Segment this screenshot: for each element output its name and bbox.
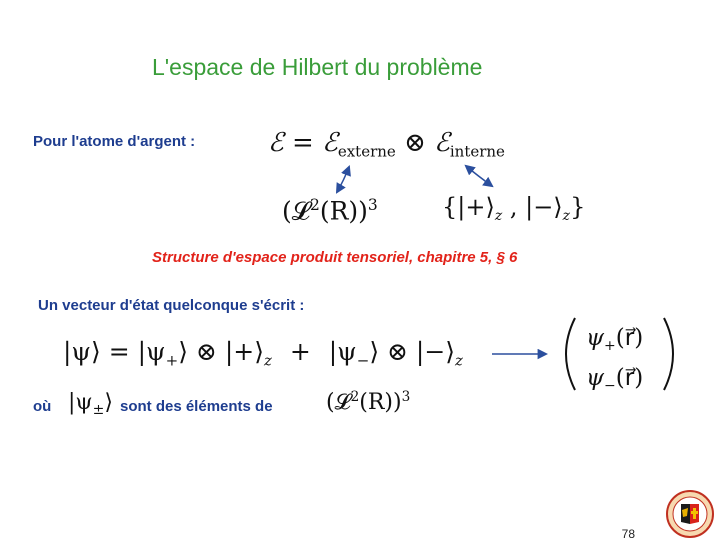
formula-internal-space: ℰ (434, 128, 450, 158)
state-psi-minus: |ψ (328, 337, 357, 366)
formula-external-subscript: externe (337, 142, 396, 161)
formula-external-space: ℰ (322, 128, 338, 158)
spinor-bottom-psi: ψ (586, 364, 605, 391)
state-minus-ket-subscript: z (455, 351, 463, 370)
tensor-structure-note: Structure d'espace produit tensoriel, chapitre 5, § 6 (152, 249, 518, 266)
university-seal-icon (667, 491, 713, 537)
slide-title: L'espace de Hilbert du problème (152, 54, 483, 80)
where-space-base: (𝓛 (326, 390, 351, 416)
state-vector-label: Un vecteur d'état quelconque s'écrit : (38, 297, 305, 314)
external-space-sup1: 2 (309, 196, 320, 214)
external-space-sup2: 3 (367, 196, 378, 214)
where-label: où (33, 398, 52, 415)
external-space-base: (𝓛 (282, 196, 310, 226)
spinor-right-paren (664, 318, 673, 390)
external-space-arrow (337, 167, 349, 192)
where-space-sup2: 3 (401, 389, 411, 405)
formula-tensor-product: ⊗ (404, 128, 426, 158)
basis-minus-ket: , |−⟩ (502, 193, 563, 221)
state-psi-plus-subscript: + (165, 351, 179, 370)
spinor-bottom-arg: (r⃗) (615, 364, 644, 391)
basis-minus-subscript: z (562, 207, 571, 224)
spinor-top-subscript: + (604, 337, 616, 354)
state-plus-sign: + (289, 337, 311, 366)
where-ket-subscript: ± (92, 401, 105, 418)
spinor-left-paren (566, 318, 575, 390)
basis-plus-ket: {|+⟩ (442, 193, 495, 221)
where-text: sont des éléments de (120, 398, 273, 415)
external-space-mid: (R)) (319, 196, 368, 226)
page-number: 78 (621, 527, 635, 541)
basis-close-brace: } (570, 193, 586, 221)
formula-lhs: ℰ (268, 128, 284, 158)
state-minus-ket: ⟩ ⊗ |−⟩ (369, 337, 456, 366)
state-psi-plus: |ψ⟩ = |ψ (63, 337, 166, 366)
state-plus-ket-subscript: z (263, 351, 272, 370)
spinor-top-arg: (r⃗) (615, 325, 644, 351)
where-space-sup1: 2 (350, 389, 360, 405)
spinor-bottom-subscript: − (604, 377, 616, 394)
state-plus-ket: ⟩ ⊗ |+⟩ (178, 337, 264, 366)
state-psi-minus-subscript: − (356, 351, 370, 370)
internal-space-arrow (466, 166, 492, 186)
where-ket-close: ⟩ (104, 390, 113, 415)
spinor-top-psi: ψ (586, 325, 605, 351)
basis-plus-subscript: z (494, 207, 503, 224)
formula-internal-subscript: interne (449, 142, 505, 161)
formula-equals: = (292, 128, 314, 158)
silver-atom-label: Pour l'atome d'argent : (33, 133, 196, 150)
where-ket-psi: |ψ (68, 390, 93, 415)
where-space-mid: (R)) (359, 390, 402, 416)
